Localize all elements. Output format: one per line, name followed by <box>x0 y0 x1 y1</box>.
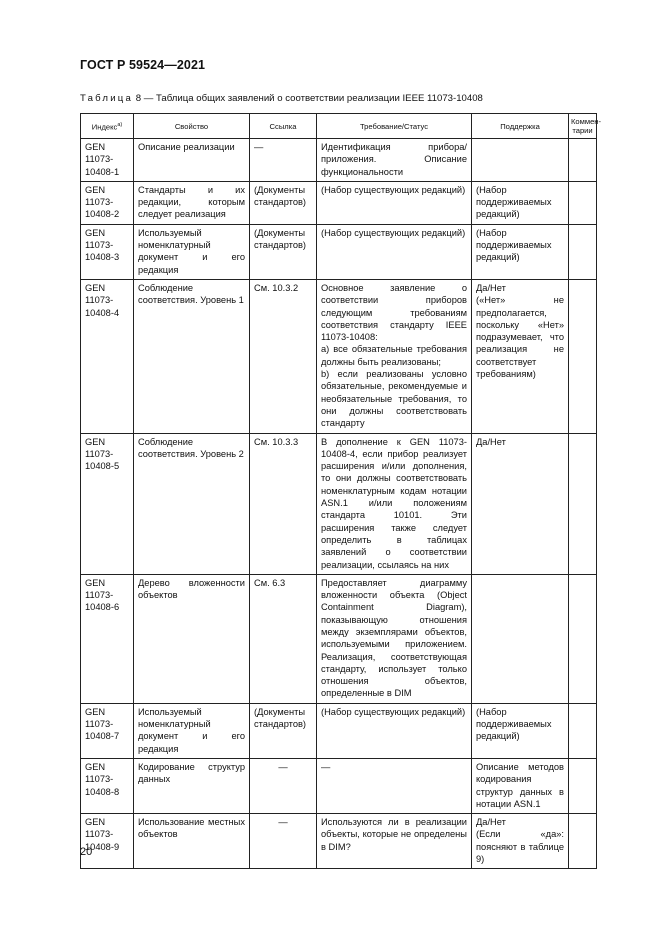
cell-support: (Набор поддерживаемых редакций) <box>472 224 569 279</box>
cell-requirement: (Набор существующих редакций) <box>317 181 472 224</box>
cell-property: Дерево вложенности объектов <box>134 574 250 703</box>
cell-comment <box>569 814 597 869</box>
cell-requirement: (Набор существующих редакций) <box>317 224 472 279</box>
cell-comment <box>569 224 597 279</box>
table-row <box>81 758 597 813</box>
cell-reference: — <box>250 814 317 869</box>
cell-support <box>472 139 569 182</box>
cell-index: GEN 11073- 10408-2 <box>81 181 134 224</box>
caption-title: — Таблица общих заявлений о соответствии реализации IEEE 11073-10408 <box>143 93 483 104</box>
cell-property: Соблюдение соответствия. Уровень 2 <box>134 433 250 574</box>
cell-support: Да/Нет (Если «да»: поясняют в таблице 9) <box>472 814 569 869</box>
cell-requirement: (Набор существующих редакций) <box>317 703 472 758</box>
cell-requirement: В дополнение к GEN 11073-10408-4, если прибор реализует расширения и/или дополнения, то они должны соответствовать номенклатурным кодам нотации ASN.1 и/или положениям стандарта 10101. Эти расширения также следует определить в таблицах заявлений о соответствии реализации, ссылаясь на них <box>317 433 472 574</box>
cell-comment <box>569 433 597 574</box>
cell-property: Используемый номенклатурный документ и его редакция <box>134 224 250 279</box>
cell-support: (Набор поддерживаемых редакций) <box>472 181 569 224</box>
column-header-comments: Коммен- тарии <box>569 114 597 139</box>
cell-property: Кодирование структур данных <box>134 758 250 813</box>
cell-reference: (Документы стандартов) <box>250 181 317 224</box>
table-row <box>81 139 597 182</box>
cell-requirement: — <box>317 758 472 813</box>
cell-comment <box>569 758 597 813</box>
cell-support: Да/Нет («Нет» не предполагается, поскольку «Нет» подразумевает, что реализация не соответствует требованиям) <box>472 279 569 433</box>
cell-index: GEN 11073- 10408-4 <box>81 279 134 433</box>
cell-index: GEN 11073- 10408-6 <box>81 574 134 703</box>
cell-reference: (Документы стандартов) <box>250 224 317 279</box>
cell-index: GEN 11073- 10408-7 <box>81 703 134 758</box>
table-caption <box>80 93 483 104</box>
index-footnote-mark: а) <box>117 121 123 128</box>
table-row <box>81 433 597 574</box>
cell-reference: См. 10.3.3 <box>250 433 317 574</box>
cell-support <box>472 574 569 703</box>
cell-requirement: Используются ли в реализации объекты, которые не определены в DIM? <box>317 814 472 869</box>
cell-property: Стандарты и их редакции, которым следует реализация <box>134 181 250 224</box>
cell-index: GEN 11073- 10408-3 <box>81 224 134 279</box>
cell-reference: См. 6.3 <box>250 574 317 703</box>
document-standard-header: ГОСТ Р 59524—2021 <box>80 58 206 72</box>
column-header-requirement: Требование/Статус <box>317 114 472 139</box>
page-number: 20 <box>80 846 93 858</box>
column-header-index: Индекс$^{а)}$ <box>81 114 134 139</box>
cell-comment <box>569 574 597 703</box>
table-header-row <box>81 114 597 139</box>
cell-property: Описание реализации <box>134 139 250 182</box>
cell-comment <box>569 181 597 224</box>
cell-index: GEN 11073- 10408-9 <box>81 814 134 869</box>
cell-property: Соблюдение соответствия. Уровень 1 <box>134 279 250 433</box>
table-row <box>81 814 597 869</box>
cell-requirement: Основное заявление о соответствии приборов следующим требованиям соответствия стандарту IEEE 11073-10408: a) все обязательные требования должны быть реализованы; b) если реализованы условно обязательные, рекомендуемые и необязательные требования, то они должны соответствовать стандарту <box>317 279 472 433</box>
table-row <box>81 224 597 279</box>
column-header-reference: Ссылка <box>250 114 317 139</box>
cell-index: GEN 11073- 10408-8 <box>81 758 134 813</box>
table-row <box>81 279 597 433</box>
cell-comment <box>569 139 597 182</box>
cell-reference: — <box>250 139 317 182</box>
cell-reference: — <box>250 758 317 813</box>
cell-reference: См. 10.3.2 <box>250 279 317 433</box>
cell-index: GEN 11073- 10408-1 <box>81 139 134 182</box>
table-row <box>81 181 597 224</box>
table-row <box>81 703 597 758</box>
cell-comment <box>569 703 597 758</box>
caption-number: 8 <box>135 93 142 104</box>
cell-property: Используемый номенклатурный документ и его редакция <box>134 703 250 758</box>
column-header-property: Свойство <box>134 114 250 139</box>
cell-support: (Набор поддерживаемых редакций) <box>472 703 569 758</box>
cell-index: GEN 11073- 10408-5 <box>81 433 134 574</box>
cell-property: Использование местных объектов <box>134 814 250 869</box>
cell-reference: (Документы стандартов) <box>250 703 317 758</box>
caption-prefix: Таблица <box>80 93 134 104</box>
cell-requirement: Идентификация прибора/приложения. Описание функциональности <box>317 139 472 182</box>
conformance-table <box>80 113 602 869</box>
cell-requirement: Предоставляет диаграмму вложенности объекта (Object Containment Diagram), показывающую отношения между экземплярами объектов, используемыми приложением. Реализация, соответствующая стандарту, использует только отношения объектов, определенные в DIM <box>317 574 472 703</box>
table-row <box>81 574 597 703</box>
cell-support: Описание методов кодирования структур данных в нотации ASN.1 <box>472 758 569 813</box>
cell-support: Да/Нет <box>472 433 569 574</box>
column-header-support: Поддержка <box>472 114 569 139</box>
cell-comment <box>569 279 597 433</box>
